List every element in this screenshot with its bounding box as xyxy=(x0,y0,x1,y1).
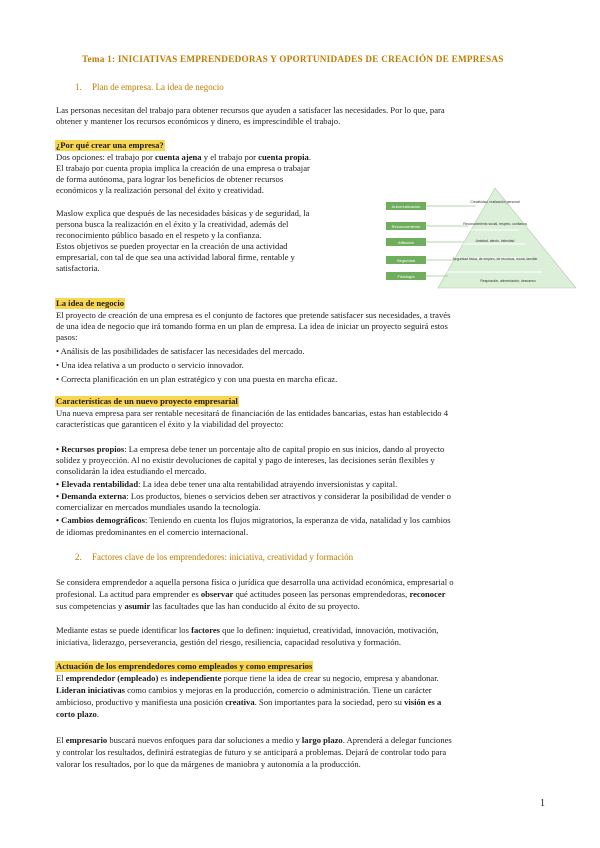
section-2-title: Factores clave de los emprendedores: iniciativa, creatividad y formación xyxy=(92,552,354,562)
roles-line-2: Lideran iniciativas como cambios y mejoras en la producción, comercio o administración. Tiene un carácter xyxy=(56,685,432,695)
maslow-line-2: persona busca la realización en el éxito y la creatividad, además del xyxy=(56,219,289,229)
maslow-line-6: satisfactoria. xyxy=(56,263,100,273)
feature-item: • Elevada rentabilidad: La idea debe tener una alta rentabilidad atrayendo inversionistas y capital. xyxy=(56,479,398,489)
pyramid-level-label: Afiliación xyxy=(397,240,415,245)
page-number: 1 xyxy=(540,798,545,809)
roles-line-4: corto plazo. xyxy=(56,709,99,719)
entrepreneur-line-2: profesional. La actitud para emprender es observar qué actitudes poseen las personas emprendedoras, reconocer xyxy=(56,589,446,599)
feature-item: • Recursos propios: La empresa debe tener un porcentaje alto de capital propio en sus inicios, dando al proyecto xyxy=(56,444,445,454)
pyramid-level-label: Seguridad xyxy=(396,258,416,263)
pyramid-note: Amistad, afecto, intimidad xyxy=(475,239,515,243)
why-options-line: Dos opciones: el trabajo por cuenta ajena y el trabajo por cuenta propia. xyxy=(56,152,312,162)
roles-line-3: ambicioso, productivo y manifiesta una posición creativa. Son importantes para la sociedad, pero su visión es a xyxy=(56,697,442,707)
idea-step-1: • Análisis de las posibilidades de satisfacer las necesidades del mercado. xyxy=(56,346,305,356)
pyramid-level-security xyxy=(386,256,456,264)
idea-line-3: pasos: xyxy=(56,332,78,342)
idea-heading: La idea de negocio xyxy=(56,298,125,308)
why-heading: ¿Por qué crear una empresa? xyxy=(56,140,164,150)
pyramid-note: Reconocimiento social, respeto, confianza xyxy=(463,222,527,226)
pyramid-level-affiliation xyxy=(386,238,464,246)
pyramid-level-physiology xyxy=(386,272,448,280)
entrepreneur-line-5: iniciativa, liderazgo, perseverancia, gestión del riesgo, resiliencia, capacidad resolutiva y formación. xyxy=(56,637,402,647)
maslow-line-4: Estos objetivos se pueden proyectar en la creación de una actividad xyxy=(56,241,288,251)
maslow-line-3: reconocimiento público basado en el respeto y la confianza. xyxy=(56,230,262,240)
entrepreneur-line-3: sus competencias y asumir las facultades que las han conducido al éxito de su proyecto. xyxy=(56,601,360,611)
maslow-line-5: empresarial, con tal de que sea una actividad laboral firme, rentable y xyxy=(56,252,295,262)
feature-item: • Cambios demográficos: Teniendo en cuenta los flujos migratorios, la esperanza de vida, natalidad y los cambios xyxy=(56,515,451,525)
pyramid-level-label: Fisiología xyxy=(397,274,415,279)
feature-item: • Demanda externa: Los productos, bienes o servicios deben ser atractivos y considerar la posibilidad de vender o xyxy=(56,491,451,501)
roles-line-7: valorar los resultados, por lo que da márgenes de maniobra y autonomía a la producción. xyxy=(56,759,361,769)
features-line-1: Una nueva empresa para ser rentable necesitará de financiación de las entidades bancarias, estas han establecido 4 xyxy=(56,408,449,418)
why-line-1: El trabajo por cuenta propia implica la creación de una empresa o trabajar xyxy=(56,163,310,173)
intro-line-1: Las personas necesitan del trabajo para obtener recursos que ayuden a satisfacer las necesidades. Por lo que, para xyxy=(56,105,445,115)
document-title: Tema 1: INICIATIVAS EMPRENDEDORAS Y OPORTUNIDADES DE CREACIÓN DE EMPRESAS xyxy=(82,54,504,64)
idea-line-2: de una idea de negocio que irá tomando forma en un plan de empresa. La idea de iniciar un proyecto seguirá estos xyxy=(56,321,448,331)
roles-heading: Actuación de los emprendedores como empleados y como empresarios xyxy=(56,661,313,671)
entrepreneur-line-4: Mediante estas se puede identificar los factores que lo definen: inquietud, creatividad, innovación, motivación, xyxy=(56,625,439,635)
pyramid-level-label: Autorrealización xyxy=(391,204,421,209)
pyramid-note: Seguridad física, de empleo, de recursos, moral, familiar xyxy=(452,257,538,261)
pyramid-level-recognition xyxy=(386,222,468,230)
section-1-number: 1. xyxy=(75,82,82,92)
maslow-pyramid-figure xyxy=(384,186,580,290)
idea-line-1: El proyecto de creación de una empresa es el conjunto de factores que pretende satisfacer sus necesidades, a través xyxy=(56,310,451,320)
section-1-heading xyxy=(75,82,224,92)
pyramid-note: Respiración, alimentación, descanso xyxy=(480,279,536,283)
features-heading: Características de un nuevo proyecto empresarial xyxy=(56,396,238,406)
maslow-line-1: Maslow explica que después de las necesidades básicas y de seguridad, la xyxy=(56,208,310,218)
pyramid-note: Creatividad, realización personal xyxy=(470,200,520,204)
idea-step-3: • Correcta planificación en un plan estratégico y con una puesta en marcha eficaz. xyxy=(56,374,338,384)
why-line-2: de forma autónoma, para lograr los beneficios de obtener recursos xyxy=(56,174,284,184)
pyramid-level-self-actualization xyxy=(386,202,476,210)
feature-item-continuation: solidez y proyección. Al no existir devoluciones de capital y pago de intereses, las decisiones serán flexibles y xyxy=(56,455,435,465)
section-1-title: Plan de empresa. La idea de negocio xyxy=(92,82,224,92)
why-line-3: económicos y la realización personal del éxito y creatividad. xyxy=(56,185,264,195)
features-line-2: características que garanticen el éxito y la viabilidad del proyecto: xyxy=(56,419,284,429)
feature-item-continuation: consolidarán la idea estudiando el mercado. xyxy=(56,466,207,476)
section-2-heading xyxy=(75,552,353,562)
roles-line-1: El emprendedor (empleado) es independiente porque tiene la idea de crear su negocio, empresa y abandonar. xyxy=(56,673,439,683)
intro-line-2: obtener y mantener los recursos económicos y dinero, es imprescindible el trabajo. xyxy=(56,116,341,126)
roles-line-6: y controlar los resultados, definirá estrategias de futuro y se anticipará a problemas. Dejará de controlar todo para xyxy=(56,747,447,757)
roles-line-5: El empresario buscará nuevos enfoques para dar soluciones a medio y largo plazo. Aprenderá a delegar funciones xyxy=(56,735,452,745)
feature-item-continuation: de idiomas predominantes en el comercio internacional. xyxy=(56,527,249,537)
pyramid-level-label: Reconocimiento xyxy=(391,224,421,229)
section-2-number: 2. xyxy=(75,552,82,562)
entrepreneur-line-1: Se considera emprendedor a aquella persona física o jurídica que desarrolla una actividad económica, empresarial o xyxy=(56,577,454,587)
idea-step-2: • Una idea relativa a un producto o servicio innovador. xyxy=(56,360,244,370)
feature-item-continuation: comercializar en mercados mundiales usando la tecnología. xyxy=(56,502,261,512)
